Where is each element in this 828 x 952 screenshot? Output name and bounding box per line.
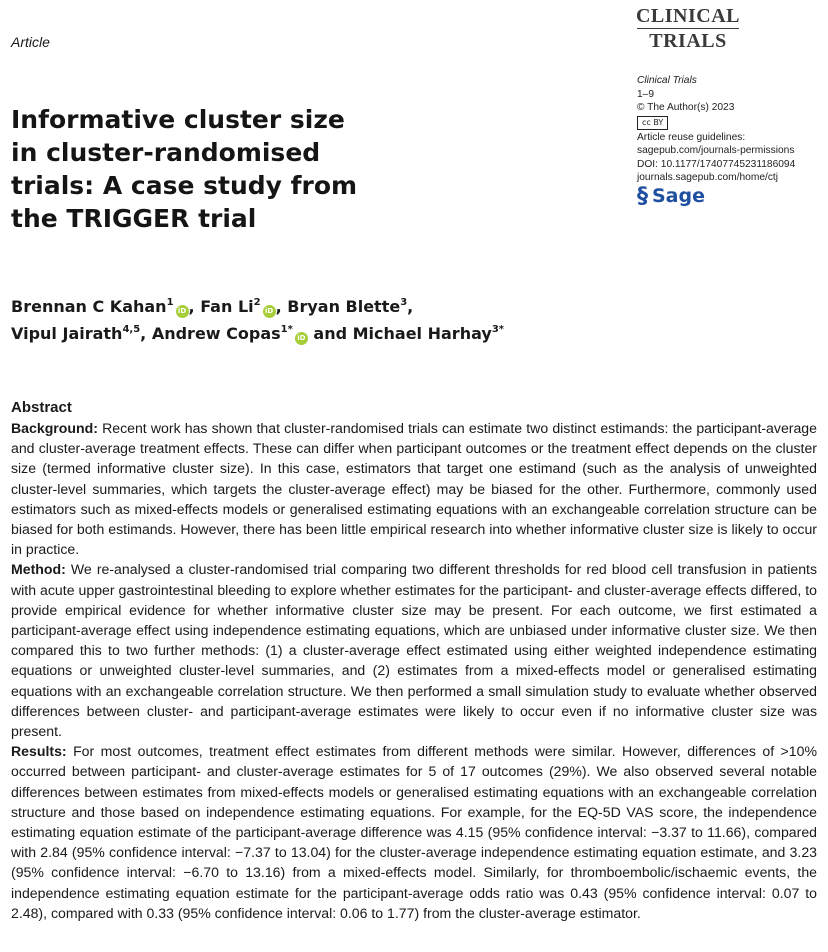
journal-logo: [631, 6, 745, 51]
abstract-section-text: For most outcomes, treatment effect estimates from different methods were similar. However, differences of >10% occurred between participant- and cluster-average estimates for 5 of 17 outcomes (29%). We also observed several notable differences between estimates from mixed-effects models or generalised estimating equations with an exchangeable correlation structure and those based on independence estimating equations. For example, for the EQ-5D VAS score, the independence estimating equation estimate of the participant-average difference was 4.15 (95% confidence interval: −3.37 to 11.66), compared with 2.84 (95% confidence interval: −7.37 to 13.04) for the cluster-average independence estimating equation estimate, and 3.23 (95% confidence interval: −6.70 to 13.16) from a mixed-effects model. Similarly, for thromboembolic/ischaemic events, the independence estimating equation estimate for the participant-average odds ratio was 0.43 (95% confidence interval: 0.07 to 2.48), compared with 0.33 (95% confidence interval: 0.06 to 1.77) from the cluster-average estimator.: [11, 743, 817, 921]
journal-logo-divider: [637, 28, 739, 29]
author-separator: and: [307, 324, 353, 343]
author-name: Fan Li: [200, 297, 254, 316]
abstract-section-text: We re-analysed a cluster-randomised trial comparing two different thresholds for red blood cell transfusion in patients with acute upper gastrointestinal bleeding to explore whether estimates for the participant- and cluster-average effects differed, to provide empirical evidence for whether informative cluster size may be present. For each outcome, we first estimated a participant-average effect using independence estimating equations, which are unbiased under informative cluster size. We then compared this to two further methods: (1) a cluster-average effect estimated using either weighted independence estimating equations or unweighted cluster-level summaries, and (2) estimates from a mixed-effects model or generalised estimating equations with an exchangeable correlation structure. We then performed a small simulation study to evaluate whether observed differences between cluster- and participant-average estimates were likely to occur even if no informative cluster size was present.: [11, 561, 817, 740]
copyright: © The Author(s) 2023: [637, 102, 735, 113]
abstract-section-text: Recent work has shown that cluster-randomised trials can estimate two distinct estimands: the participant-average and cluster-average treatment effects. These can differ when participant outcomes or the treatment effect depends on the cluster size (termed informative cluster size). In this case, estimators that target one estimand (such as the analysis of unweighted cluster-level summaries, which targets the cluster-average effect) may be biased for the other. Furthermore, commonly used estimators such as mixed-effects models or generalised estimating equations with an exchangeable correlation structure can be biased for both estimands. However, there has been little empirical research into whether informative cluster size is likely to occur in practice.: [11, 420, 817, 558]
author-affiliation: 2: [253, 297, 261, 308]
abstract-body: [11, 418, 817, 923]
author[interactable]: [11, 297, 189, 316]
article-type-label: Article: [11, 34, 50, 50]
abstract-section: [11, 559, 817, 741]
author[interactable]: [152, 324, 308, 343]
author-separator: ,: [188, 297, 201, 316]
author-name: Brennan C Kahan: [11, 297, 167, 316]
sage-s-icon: §: [637, 183, 648, 209]
reuse-label: Article reuse guidelines:: [637, 131, 746, 143]
author-name: Michael Harhay: [352, 324, 492, 343]
author-affiliation: 1: [166, 297, 174, 308]
author-affiliation: 4,5: [122, 324, 141, 335]
article-title: Informative cluster size in cluster-randomised trials: A case study from the TRIGGER trial: [11, 105, 358, 233]
abstract-heading: Abstract: [11, 399, 72, 416]
reuse-link[interactable]: sagepub.com/journals-permissions: [637, 145, 795, 156]
abstract-section: [11, 418, 817, 559]
abstract-section-label: Background:: [11, 420, 98, 436]
abstract-section-label: Method:: [11, 561, 66, 578]
orcid-icon[interactable]: iD: [176, 305, 189, 318]
orcid-icon[interactable]: iD: [295, 332, 308, 345]
author-separator: ,: [407, 297, 414, 316]
abstract-section-label: Results:: [11, 743, 67, 760]
author-separator: ,: [140, 324, 152, 343]
journal-logo-line2: TRIALS: [649, 30, 727, 52]
journal-logo-line1: CLINICAL: [635, 5, 741, 27]
author-name: Bryan Blette: [287, 297, 401, 316]
author-separator: ,: [275, 297, 288, 316]
author-affiliation: 3*: [491, 324, 504, 335]
author-affiliation: 3: [400, 297, 408, 308]
orcid-icon[interactable]: iD: [263, 305, 276, 318]
journal-name: Clinical Trials: [637, 75, 697, 86]
author[interactable]: [287, 297, 407, 316]
author[interactable]: [200, 297, 275, 316]
author-list: [11, 293, 571, 347]
article-metadata: [637, 74, 827, 209]
author-affiliation: 1*: [280, 324, 293, 335]
journal-url[interactable]: journals.sagepub.com/home/ctj: [637, 172, 779, 183]
abstract-section: [11, 741, 817, 923]
author[interactable]: [353, 324, 504, 343]
doi[interactable]: DOI: 10.1177/17407745231186094: [637, 158, 796, 170]
page-range: 1–9: [637, 88, 654, 100]
author[interactable]: [11, 324, 140, 343]
author-name: Andrew Copas: [151, 324, 281, 343]
publisher-logo: [637, 183, 827, 209]
author-name: Vipul Jairath: [11, 324, 123, 343]
publisher-name: Sage: [652, 184, 705, 207]
cc-license-icon[interactable]: cc BY: [637, 116, 668, 130]
